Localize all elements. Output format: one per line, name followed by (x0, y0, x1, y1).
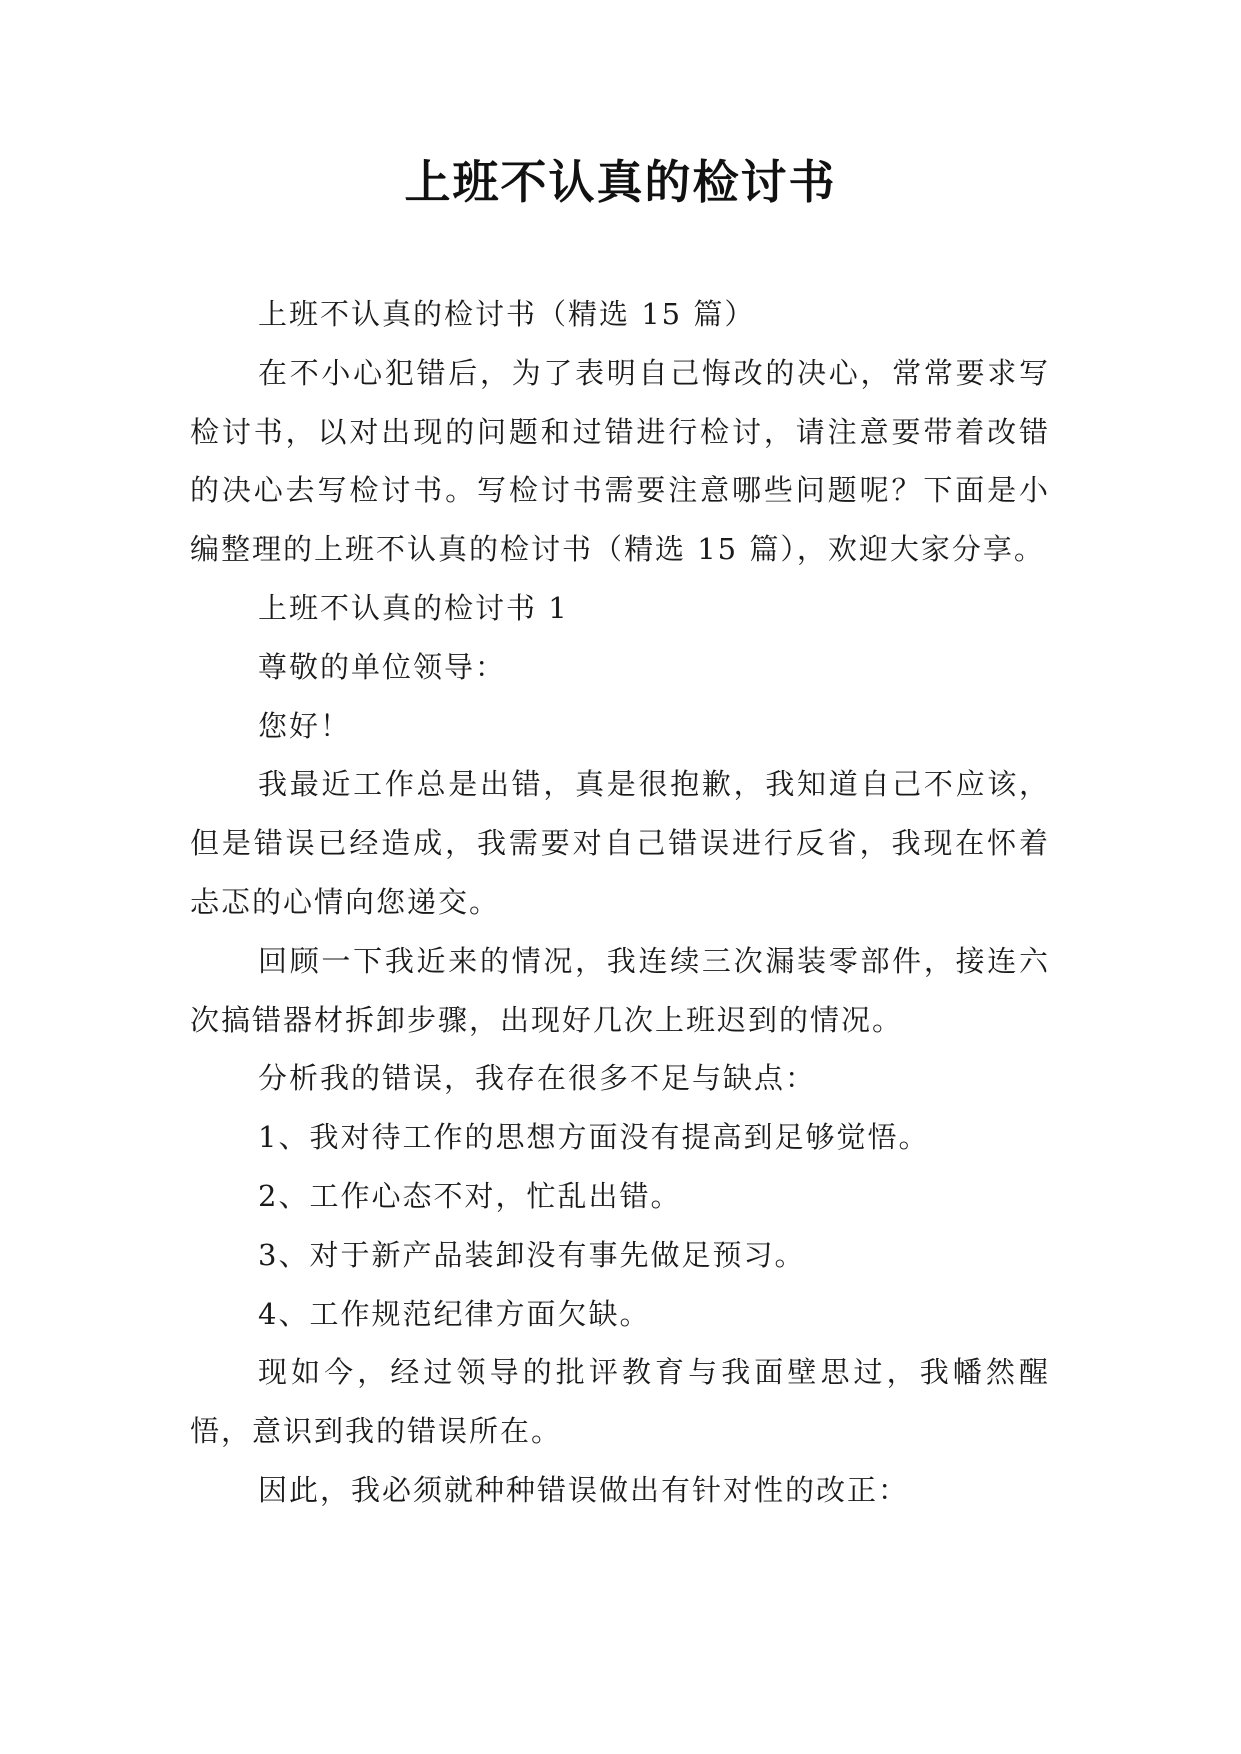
list-item: 4、工作规范纪律方面欠缺。 (258, 1296, 651, 1331)
subtitle-paragraph: 上班不认真的检讨书（精选 15 篇） (258, 297, 756, 331)
list-item: 3、对于新产品装卸没有事先做足预习。 (258, 1237, 806, 1272)
intro-paragraph: 在不小心犯错后，为了表明自己悔改的决心，常常要求写检讨书，以对出现的问题和过错进行检讨，请注意要带着改错的决心去写检讨书。写检讨书需要注意哪些问题呢？下面是小编整理的上班不认真的检讨书（精选 15 篇），欢迎大家分享。 (190, 355, 1050, 567)
salutation: 尊敬的单位领导： (258, 649, 507, 684)
body-paragraph: 分析我的错误，我存在很多不足与缺点： (258, 1061, 817, 1096)
document-body (190, 285, 1050, 1520)
body-paragraph: 因此，我必须就种种错误做出有针对性的改正： (258, 1472, 910, 1507)
list-item: 2、工作心态不对，忙乱出错。 (258, 1178, 682, 1213)
section-heading: 上班不认真的检讨书 1 (258, 590, 569, 625)
body-paragraph: 回顾一下我近来的情况，我连续三次漏装零部件，接连六次搞错器材拆卸步骤，出现好几次上班迟到的情况。 (190, 943, 1050, 1037)
greeting: 您好！ (258, 708, 352, 743)
body-paragraph: 我最近工作总是出错，真是很抱歉，我知道自己不应该，但是错误已经造成，我需要对自己错误进行反省，我现在怀着忐忑的心情向您递交。 (190, 767, 1050, 919)
list-item: 1、我对待工作的思想方面没有提高到足够觉悟。 (258, 1120, 930, 1155)
document-title: 上班不认真的检讨书 (404, 155, 837, 209)
body-paragraph: 现如今，经过领导的批评教育与我面壁思过，我幡然醒悟，意识到我的错误所在。 (190, 1355, 1050, 1449)
